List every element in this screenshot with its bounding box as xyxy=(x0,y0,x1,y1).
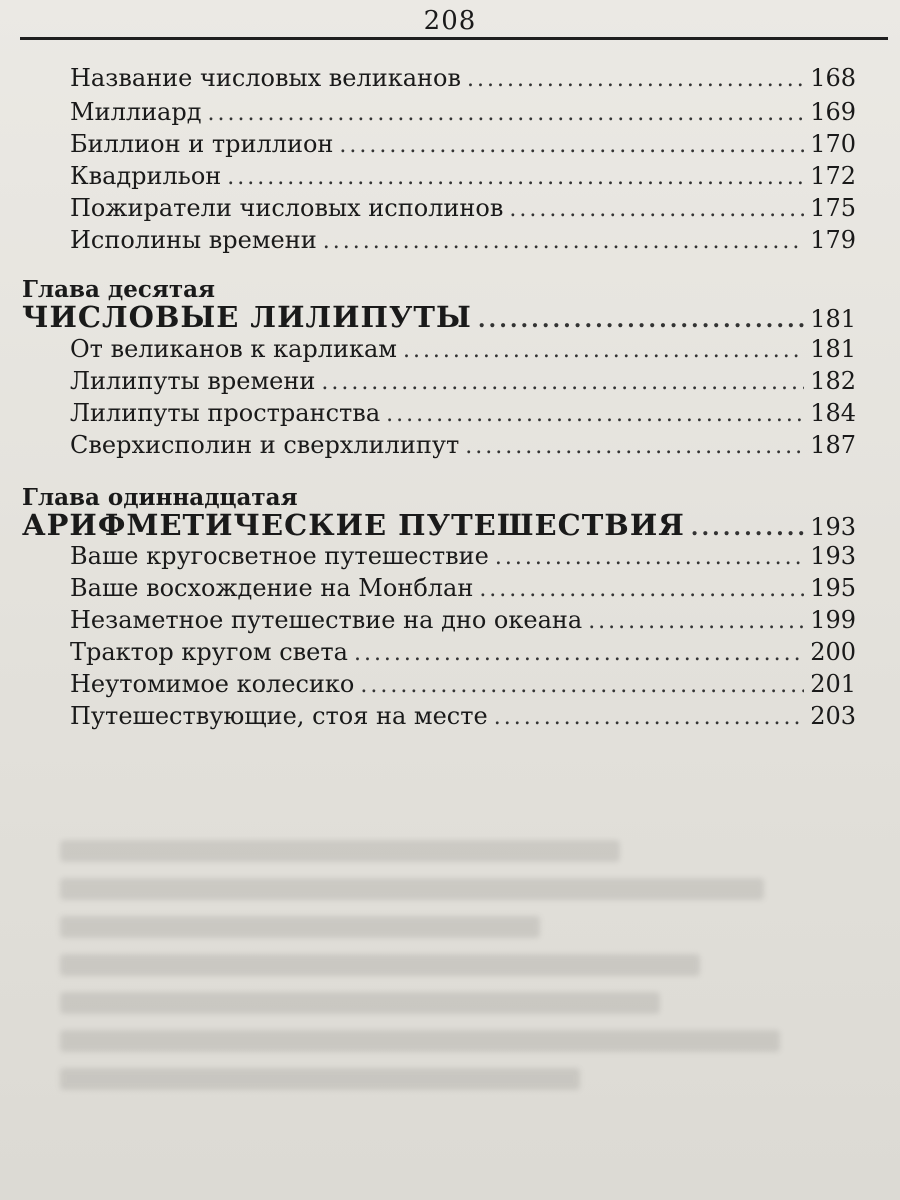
chapter-title-entry[interactable] xyxy=(22,300,856,334)
leader-dots xyxy=(321,370,804,395)
toc-entry[interactable] xyxy=(70,574,856,602)
entry-page: 179 xyxy=(810,226,856,254)
chapter-title: АРИФМЕТИЧЕСКИЕ ПУТЕШЕСТВИЯ xyxy=(22,508,685,542)
leader-dots xyxy=(360,673,804,698)
toc-entry[interactable] xyxy=(70,367,856,395)
entry-page: 200 xyxy=(810,638,856,666)
chapter-title: ЧИСЛОВЫЕ ЛИЛИПУТЫ xyxy=(22,300,472,334)
toc-entry[interactable] xyxy=(70,638,856,666)
leader-dots xyxy=(494,705,804,730)
entry-page: 199 xyxy=(810,606,856,634)
leader-dots xyxy=(354,641,804,666)
entry-title: Незаметное путешествие на дно океана xyxy=(70,606,583,634)
entry-page: 187 xyxy=(810,431,856,459)
toc-entry[interactable] xyxy=(70,130,856,158)
leader-dots xyxy=(323,229,804,254)
entry-title: Миллиард xyxy=(70,98,202,126)
toc-entry[interactable] xyxy=(70,431,856,459)
leader-dots xyxy=(467,67,804,92)
bleed-through-text xyxy=(60,840,860,1160)
entry-page: 203 xyxy=(810,702,856,730)
toc-entry[interactable] xyxy=(70,226,856,254)
entry-title: Пожиратели числовых исполинов xyxy=(70,194,504,222)
entry-title: Ваше восхождение на Монблан xyxy=(70,574,474,602)
header-rule xyxy=(20,37,888,40)
leader-dots xyxy=(465,434,804,459)
entry-page: 195 xyxy=(810,574,856,602)
entry-page: 170 xyxy=(810,130,856,158)
entry-page: 181 xyxy=(810,335,856,363)
leader-dots xyxy=(588,609,804,634)
leader-dots xyxy=(509,197,804,222)
entry-title: От великанов к карликам xyxy=(70,335,397,363)
toc-entry[interactable] xyxy=(70,399,856,427)
entry-title: Исполины времени xyxy=(70,226,317,254)
page-number: 208 xyxy=(423,6,477,36)
entry-title: Ваше кругосветное путешествие xyxy=(70,542,489,570)
entry-title: Сверхисполин и сверхлилипут xyxy=(70,431,460,459)
entry-page: 172 xyxy=(810,162,856,190)
entry-title: Неутомимое колесико xyxy=(70,670,355,698)
leader-dots xyxy=(478,307,804,333)
entry-title: Биллион и триллион xyxy=(70,130,334,158)
toc-entry[interactable] xyxy=(70,64,856,92)
leader-dots xyxy=(495,545,804,570)
chapter-label: Глава десятая xyxy=(22,276,215,303)
toc-entry[interactable] xyxy=(70,606,856,634)
entry-page: 168 xyxy=(810,64,856,92)
leader-dots xyxy=(403,338,804,363)
entry-page: 193 xyxy=(810,542,856,570)
toc-entry[interactable] xyxy=(70,542,856,570)
leader-dots xyxy=(339,133,804,158)
entry-title: Название числовых великанов xyxy=(70,64,461,92)
toc-entry[interactable] xyxy=(70,162,856,190)
toc-entry[interactable] xyxy=(70,670,856,698)
entry-page: 182 xyxy=(810,367,856,395)
leader-dots xyxy=(386,402,804,427)
chapter-page: 193 xyxy=(810,513,856,541)
entry-title: Лилипуты времени xyxy=(70,367,316,395)
leader-dots xyxy=(208,101,805,126)
leader-dots xyxy=(479,577,804,602)
entry-page: 184 xyxy=(810,399,856,427)
toc-entry[interactable] xyxy=(70,335,856,363)
toc-entry[interactable] xyxy=(70,702,856,730)
entry-title: Трактор кругом света xyxy=(70,638,348,666)
chapter-label: Глава одиннадцатая xyxy=(22,484,298,511)
entry-page: 169 xyxy=(810,98,856,126)
entry-title: Квадрильон xyxy=(70,162,222,190)
toc-entry[interactable] xyxy=(70,98,856,126)
entry-title: Путешествующие, стоя на месте xyxy=(70,702,488,730)
entry-page: 201 xyxy=(810,670,856,698)
chapter-title-entry[interactable] xyxy=(22,508,856,542)
chapter-page: 181 xyxy=(810,305,856,333)
entry-title: Лилипуты пространства xyxy=(70,399,381,427)
toc-entry[interactable] xyxy=(70,194,856,222)
entry-page: 175 xyxy=(810,194,856,222)
leader-dots xyxy=(227,165,804,190)
leader-dots xyxy=(691,515,804,541)
